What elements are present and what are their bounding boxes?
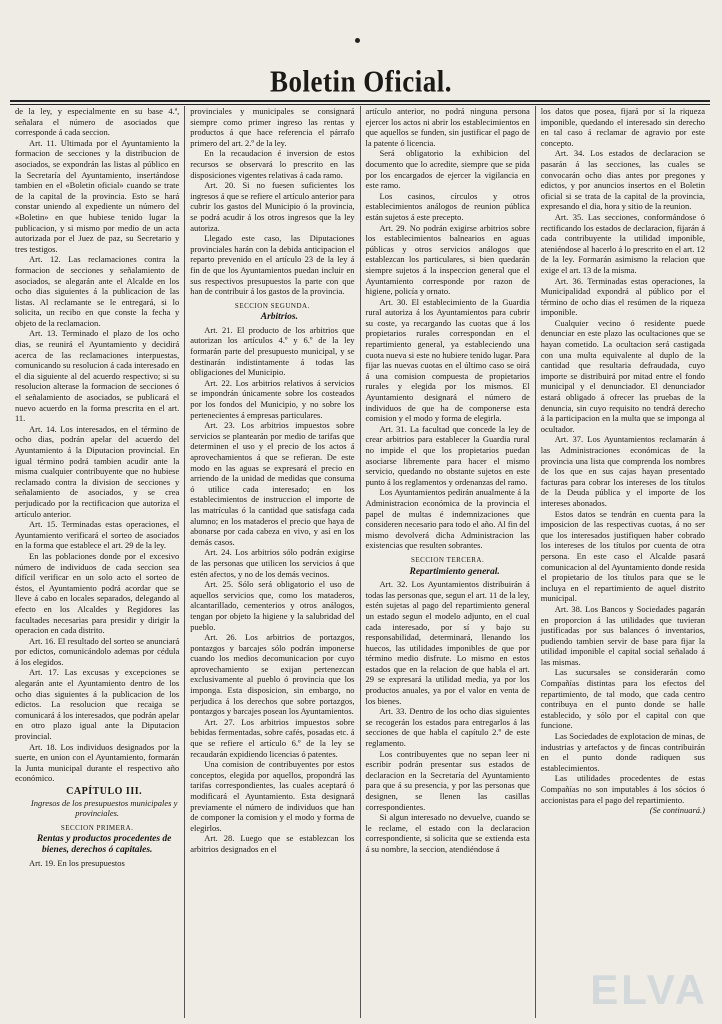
continuation-note: (Se continuará.) (649, 805, 705, 816)
paragraph: Art. 28. Luego que se establezcan los arbitrios designados en el (190, 833, 355, 854)
paragraph: artículo anterior, no podrá ninguna persona ejercer los actos ni abrir los establecimientos en que aquellos se funden, sin justificar el pago de la patente ó licencia. (365, 106, 530, 148)
archive-watermark: ELVA (590, 966, 708, 1013)
masthead-rule-thin (10, 104, 710, 105)
ink-dot (355, 38, 360, 43)
chapter-subtitle: Ingresos de los presupuestos municipales y provinciales. (30, 797, 178, 819)
paragraph: Art. 26. Los arbitrios de portazgos, pontazgos y barcajes sólo podrán imponerse cuando los medios decomunicacion por cuyo aprovechamiento se exijan pertenezcan exclusivamente al pueblo ó provincia que los imponga. Esta disposicion, sin embargo, no perjudica á los derechos que sobre portazgos, pontazgos y barcajes posean los Ayuntamientos. (190, 632, 355, 717)
section-heading: SECCION SEGUNDA. (234, 301, 310, 310)
paragraph: Los contribuyentes que no sepan leer ni escribir podrán presentar sus estados de declaracion en la Secretaría del Ayuntamiento para que á su presencia, y por las personas que designen, se llenen las casillas correspondientes. (365, 748, 530, 812)
paragraph: En la recaudacion é inversion de estos recursos se observará lo prescrito en las disposiciones vigentes relativas á cada ramo. (190, 148, 355, 180)
paragraph: Una comision de contribuyentes por estos conceptos, elegida por aquellos, propondrá las tarifas correspondientes, las cuales aceptará ó modificará el Ayuntamiento. Esta designará previamente el número de individuos que han de componer la comision y el modo y forma de elegirlos. (190, 759, 355, 833)
paragraph: Será obligatorio la exhibicion del documento que lo acredite, siempre que se pida por los encargados de ejercer la vigilancia en este ramo. (365, 148, 530, 191)
paragraph: Art. 13. Terminado el plazo de los ocho dias, se reunirá el Ayuntamiento y decidirá acerca de las reclamaciones interpuestas, comunicando su resolucion á cada interesado en el dia siguiente al del acuerdo respectivo; si su resolucion alterase la formacion de secciones ó el señalamiento de asociados, se publicará el nuevo acuerdo en la forma prescrita en el art. 11. (15, 328, 180, 424)
paragraph: Cualquier vecino ó residente puede denunciar en este plazo las ocultaciones que se hayan cometido. La ocultacion será castigada con una multa equivalente al duplo de la cantidad que resultaria defraudada, cuyo importe se distribuirá por mitad entre el fondo municipal y el denunciador. El denunciador estará obligado á ofrecer las pruebas de la denuncia, sin cuyo requisito no tendrá derecho á la participacion en la multa que se imponga al ocultador. (540, 317, 705, 434)
paragraph: Art. 37. Los Ayuntamientos reclamarán á las Administraciones económicas de la provincia una lista que comprenda los nombres de los que en sus cajas hayan presentado facturas para cobrar los intereses de los títulos de la Deuda pública y el importe de los intereses abonados. (540, 434, 705, 508)
paragraph: Art. 22. Los arbitrios relativos á servicios se impondrán únicamente sobre los costeados por los fondos del Municipio, y no sobre los pertenecientes á empresas particulares. (190, 377, 355, 420)
paragraph: Las utilidades procedentes de estas Compañías no son imputables á los sócios ó accionistas para el pago del repartimiento. (540, 773, 705, 805)
masthead-rule-thick (10, 100, 710, 102)
paragraph: Estos datos se tendrán en cuenta para la imposicion de las respectivas cuotas, á no ser que los interesados justifiquen haber cobrado los intereses de los títulos por cuenta de otra persona. En este caso el Alcalde pasará comunicacion al del Ayuntamiento donde resida el propietario de los títulos para que se le incluya en el repartimiento de aquel distrito municipal. (540, 508, 705, 604)
paragraph: Art. 23. Los arbitrios impuestos sobre servicios se plantearán por medio de tarifas que determinen el uso y el precio de los actos á aprovechamientos á que se refieran. De este modo en las aguas se expresará el precio en arriendo de la unidad de medidas que consuma ó utilice cada interesado; en los establecimientos de instruccion el importe de las matrículas ó la cantidad que satisfaga cada alumno; en los mataderos el precio que haya de abonarse por cada cabeza en vivo, y así en los demás casos. (190, 420, 355, 547)
column-1 (10, 106, 184, 1018)
paragraph: Art. 38. Los Bancos y Sociedades pagarán en proporcion á las utilidades que tuvieran justificadas por sus balances ó inventarios, pudiendo tambien servir de base para fijar la utilidad imponible el capital social señalado á las mismas. (540, 603, 705, 667)
paragraph: En las poblaciones donde por el excesivo número de individuos de cada seccion sea difícil verificar en un solo acto el sorteo de éstos, el Ayuntamiento podrá acordar que se lleve á cabo en locales separados, delegando al efecto en los Alcaldes y Regidores las facultades necesarias para presidir y dirigir la operacion en cada distrito. (15, 550, 180, 636)
paragraph: Art. 12. Las reclamaciones contra la formacion de secciones y señalamiento de asociados, se alegarán ante el Alcalde en los ocho dias siguientes á la publicacion de las listas. Al reclamante se le entregará, si lo solicita, un recibo en que conste la fecha y objeto de la reclamacion. (15, 254, 180, 328)
paragraph: Art. 11. Ultimada por el Ayuntamiento la formacion de secciones y la distribucion de asociados, se expondrán las listas al público en la Secretaría del Ayuntamiento, insertándose tambien en el «Boletin oficial» cuando se trate de la capital de la provincia. Esto se hará constar uniendo al expediente un número del «Boletin» en que hubiese tenido lugar la publicacion, y si mismo por medio de un acta autorizada por el Juez de paz, su Secretario y tres testigos. (15, 137, 180, 254)
section-title: Repartimiento general. (409, 566, 500, 577)
paragraph: Las Sociedades de explotacion de minas, de industrias y artefactos y de fincas contribuirán en el punto donde radiquen sus establecimientos. (540, 731, 705, 773)
paragraph: Art. 35. Las secciones, conformándose ó rectificando los estados de declaracion, fijarán á cada contribuyente la utilidad imponible, ateniéndose al hacerlo á lo prescrito en el art. 12 de la ley. Formarán asimismo la relacion que exige el art. 13 de la misma. (540, 211, 706, 275)
paragraph: Art. 25. Sólo será obligatorio el uso de aquellos servicios que, como los mataderos, alcantarillado, cementerios y otros análogos, tengan por objeto la higiene y la salubridad del pueblo. (190, 579, 355, 632)
section-heading: SECCION PRIMERA. (60, 823, 134, 832)
paragraph: Art. 18. Los individuos designados por la suerte, en union con el Ayuntamiento, formarán la Junta municipal durante el respectivo año económico. (15, 741, 180, 784)
paragraph: Los casinos, círculos y otros establecimientos análogos de reunion pública están sujetos á este precepto. (365, 190, 530, 222)
paragraph: Art. 21. El producto de los arbitrios que autorizan los artículos 4.º y 6.º de la ley formarán parte del presupuesto municipal, y se destinarán indistintamente á todas las obligaciones del Municipio. (190, 324, 355, 378)
column-2 (184, 106, 359, 1018)
paragraph: Art. 31. La facultad que concede la ley de crear arbitrios para establecer la Guardia rural no impide el que los propietarios puedan asociarse libremente para hacer el mismo servicio, quedando no obstante sujetos en este punto á los reglamentos y ordenanzas del ramo. (365, 423, 530, 487)
text-columns (10, 106, 710, 1018)
paragraph: Art. 19. En los presupuestos (29, 857, 125, 868)
paragraph: Art. 16. El resultado del sorteo se anunciará por edictos, comunicándolo ademas por cédula á los elegidos. (15, 635, 180, 667)
column-4 (535, 106, 710, 1018)
paragraph: Art. 24. Los arbitrios sólo podrán exigirse de las personas que utilicen los servicios á que estén afectos, y no de los demás vecinos. (190, 547, 355, 579)
paragraph: Llegado este caso, las Diputaciones provinciales harán con la debida anticipacion el reparto prevenido en el artículo 23 de la ley á fin de que los Ayuntamientos puedan incluir en sus respectivos presupuestos la parte con que han de contribuir á los gastos de la provincia. (190, 233, 355, 297)
paragraph: Art. 36. Terminadas estas operaciones, la Municipalidad expondrá al público por el término de ocho dias el resúmen de la riqueza imponible. (540, 275, 705, 318)
chapter-heading: CAPÍTULO III. (66, 786, 143, 797)
section-heading: SECCION TERCERA. (411, 555, 485, 564)
paragraph: Art. 20. Si no fuesen suficientes los ingresos á que se refiere el artículo anterior para cubrir los gastos del Municipio ó la provincia, se podrá acudir á los otros ingresos que la ley autoriza. (190, 180, 355, 233)
paragraph: provinciales y municipales se consignará siempre como primer ingreso las rentas y productos á que hace referencia el párrafo primero del art. 2.º de la ley. (190, 106, 355, 148)
paragraph: Art. 14. Los interesados, en el término de ocho dias, podrán apelar del acuerdo del Ayuntamiento á la Diputacion provincial. En igual término podrá tambien acudir ante la misma cualquier contribuyente que no hubiese reclamado contra la division de secciones y señalamiento de asociados, y se crea perjudicado por la rectificacion que autoriza el artículo anterior. (15, 423, 180, 519)
paragraph: Los Ayuntamientos pedirán anualmente á la Administracion económica de la provincia el papel de multas é indemnizaciones que consideren necesario para todo el año. Al fin del mismo devolverá dicha Administracion las existencias que resulten sobrantes. (365, 487, 530, 551)
section-title: Rentas y productos procedentes de bienes, derechos ó capitales. (36, 834, 172, 855)
paragraph: Art. 27. Los arbitrios impuestos sobre bebidas fermentadas, sobre cafés, posadas etc. á que se refiere el artículo 6.º de la ley se recaudarán expidiendo licencias ó patentes. (190, 716, 355, 759)
paragraph: Art. 32. Los Ayuntamientos distribuirán á todas las personas que, segun el art. 11 de la ley, estén sujetas al pago del repartimiento general un estado segun el modelo adjunto, en el cual cada interesado, por sí y bajo su responsabilidad, determinará, llenando los huecos, las utilidades imponibles de que por término medio disfrute. Lo mismo en estos estados que en la relacion de que habla el art. 29 se expresará la utilidad media, ya por los productos anuales, ya por el valor en venta de los bienes. (365, 579, 530, 706)
paragraph: Art. 30. El establecimiento de la Guardia rural autoriza á los Ayuntamientos para cubrir su coste, ya recargando las cuotas que á los propietarios rurales correspondan en el repartimiento general, ya estableciendo una cuota nueva si este no hubiere tenido lugar. Para fijar las nuevas cuotas en el último caso se oirá á una comision compuesta de propietarios rurales y elegida por los mismos. El Ayuntamiento designará el número de individuos de que ha de componerse esta comision y el modo y forma de elegirla. (365, 296, 530, 424)
paragraph: Si algun interesado no devuelve, cuando se le reclame, el estado con la declaracion correspondiente, si solicita que se extienda esta á su nombre, la seccion, atendiéndose á (365, 812, 530, 854)
paragraph: de la ley, y especialmente en su base 4.ª, señalara el número de asociados que corresponde á cada seccion. (15, 106, 180, 138)
paragraph: Las sucursales se considerarán como Compañías distintas para los efectos del repartimiento, de tal modo, que cada centro contribuya en el punto donde se halle establecido, y sólo por el capital con que funcione. (540, 667, 705, 731)
masthead-title: Boletin Oficial. (270, 63, 452, 99)
paragraph: Art. 29. No podrán exigirse arbitrios sobre los establecimientos balnearios en aguas públicas y otros servicios análogos que establezcan los particulares, si bien quedarán siempre sujetos á la inspeccion general que el Ayuntamiento corresponde por razon de higiene, policía y ornato. (365, 222, 530, 297)
paragraph: Art. 15. Terminadas estas operaciones, el Ayuntamiento verificará el sorteo de asociados en la forma que establece el art. 29 de la ley. (15, 519, 180, 551)
column-3 (360, 106, 535, 1018)
paragraph: Art. 17. Las excusas y excepciones se alegarán ante el Ayuntamiento dentro de los ocho dias siguientes á la publicacion de los edictos. La resolucion que recaiga se comunicará á los interesados, que podrán apelar en otro plazo igual ante la Diputacion provincial. (15, 667, 180, 742)
paragraph: Art. 34. Los estados de declaracion se pasarán á las secciones, las cuales se convocarán ocho dias antes por pregones y edictos, y por anuncios insertos en el Boletin oficial si se trata de la capital de la provincia, expresando el dia, hora y sitio de la reunion. (540, 148, 705, 212)
section-title: Arbitrios. (260, 312, 298, 323)
paragraph: Art. 33. Dentro de los ocho dias siguientes se recogerán los estados para entregarlos á las secciones de que habla el capítulo 2.º de este reglamento. (365, 706, 530, 749)
paragraph: los datos que posea, fijará por sí la riqueza imponible, quedando el interesado sin derecho en tal caso á reclamar de agravio por este concepto. (540, 106, 705, 148)
